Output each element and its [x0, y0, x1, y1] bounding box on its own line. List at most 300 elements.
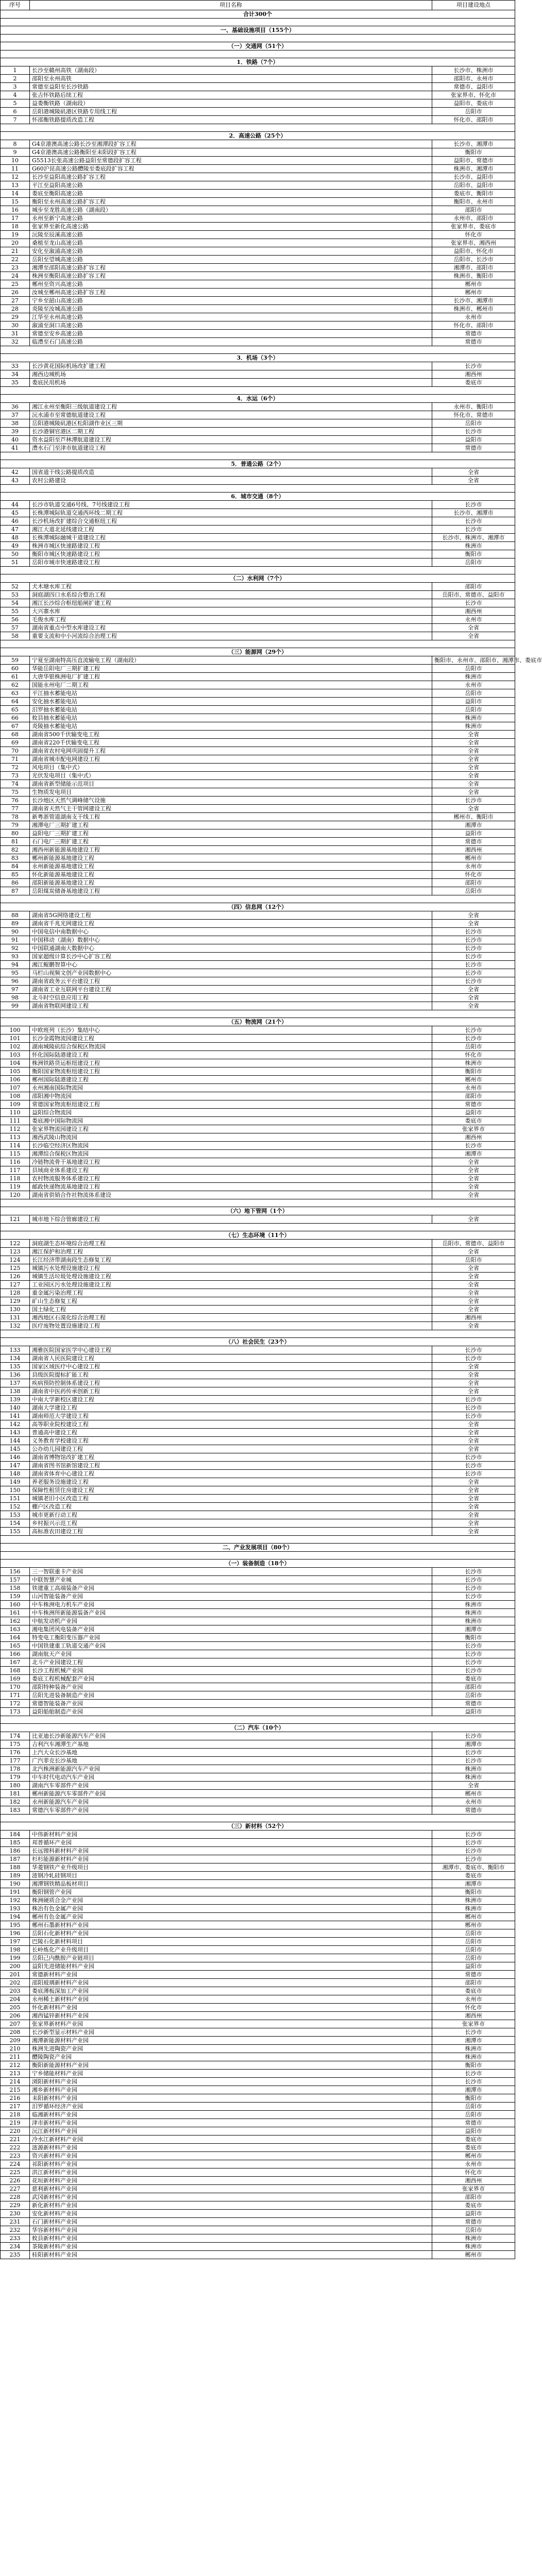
row-number: 41 [1, 444, 30, 452]
project-location: 郴州市 [432, 280, 515, 289]
row-number: 48 [1, 534, 30, 542]
project-location: 衡阳市、永州市 [432, 198, 515, 206]
project-location: 长沙市 [432, 1354, 515, 1363]
table-row [1, 2226, 515, 2234]
table-row [1, 1495, 515, 1503]
row-number: 85 [1, 871, 30, 879]
project-name: 疾病预防控制体系建设工程 [30, 1379, 432, 1387]
project-name: 湘雅医院国家医学中心建设工程 [30, 1346, 432, 1354]
table-row [1, 1150, 515, 1158]
project-name: 炎陵至汝城高速公路 [30, 305, 432, 313]
spacer-row [1, 1552, 515, 1560]
project-location: 岳阳市 [432, 706, 515, 714]
project-name: 长沙地区天然气调峰储气设施 [30, 796, 432, 805]
row-number: 113 [1, 1133, 30, 1142]
project-name: 农村物流服务体系建设工程 [30, 1175, 432, 1183]
row-number: 164 [1, 1634, 30, 1642]
table-row [1, 1855, 515, 1863]
spacer-cell [1, 124, 515, 132]
project-location: 长沙市 [432, 1855, 515, 1863]
project-location: 全省 [432, 994, 515, 1002]
spacer-cell [1, 1224, 515, 1231]
row-number: 232 [1, 2226, 30, 2234]
project-name: 长沙工程机械产业园 [30, 1667, 432, 1675]
subcategory-title: （四）信息网（12个） [1, 903, 515, 911]
row-number: 82 [1, 846, 30, 854]
project-name: 新粤浙管道湖南支干线工程 [30, 813, 432, 821]
project-location: 常德市 [432, 1971, 515, 1979]
table-row [1, 1806, 515, 1815]
project-name: 怀化国际陆港建设工程 [30, 1051, 432, 1059]
row-number: 87 [1, 887, 30, 895]
project-location: 岳阳市、益阳市 [432, 181, 515, 190]
row-number: 66 [1, 714, 30, 722]
table-row [1, 411, 515, 419]
row-number: 172 [1, 1700, 30, 1708]
table-row [1, 1043, 515, 1051]
project-location: 邵阳市 [432, 583, 515, 591]
project-location: 长沙市 [432, 1847, 515, 1855]
category-row [1, 1544, 515, 1552]
project-name: 临湘新材料产业园 [30, 2111, 432, 2119]
project-name: 衡阳新能源材料产业园 [30, 2061, 432, 2070]
row-number: 195 [1, 1921, 30, 1929]
table-row [1, 1067, 515, 1076]
spacer-row [1, 640, 515, 648]
table-row [1, 1002, 515, 1010]
project-location: 张家界市、怀化市 [432, 91, 515, 99]
project-location: 株洲市 [432, 714, 515, 722]
row-number: 142 [1, 1420, 30, 1429]
project-name: 城镇老旧小区改造工程 [30, 1495, 432, 1503]
row-number: 96 [1, 977, 30, 986]
project-location: 益阳市 [432, 1962, 515, 1971]
project-location: 湘西州 [432, 2012, 515, 2020]
project-location: 湘潭市 [432, 1625, 515, 1634]
table-row [1, 1183, 515, 1191]
table-row [1, 2243, 515, 2251]
table-row [1, 698, 515, 706]
row-number: 100 [1, 1026, 30, 1035]
row-number: 145 [1, 1445, 30, 1453]
subcategory-title: （五）物流网（21个） [1, 1018, 515, 1026]
project-name: 毛俊水库工程 [30, 616, 432, 624]
row-number: 230 [1, 2210, 30, 2218]
table-row [1, 1248, 515, 1256]
project-name: 湘西锰锌新材料产业园 [30, 2012, 432, 2020]
table-row [1, 1847, 515, 1855]
project-name: 湖南省220千伏输变电工程 [30, 739, 432, 747]
row-number: 207 [1, 2020, 30, 2028]
table-row [1, 2020, 515, 2028]
table-row [1, 468, 515, 477]
project-location: 益阳市 [432, 2210, 515, 2218]
project-name: 湘电集团风电装备产业园 [30, 1625, 432, 1634]
project-name: 湖南省博物馆改扩建工程 [30, 1453, 432, 1462]
project-name: 安化抽水蓄能电站 [30, 698, 432, 706]
project-name: 汨罗抽水蓄能电站 [30, 706, 432, 714]
project-location: 全省 [432, 1273, 515, 1281]
project-name: 比亚迪长沙新能源汽车产业园 [30, 1732, 432, 1740]
project-name: 石门电厂三期扩建工程 [30, 838, 432, 846]
project-name: 光伏发电项目（集中式） [30, 772, 432, 780]
row-number: 158 [1, 1584, 30, 1592]
project-name: 棚户区改造工程 [30, 1503, 432, 1511]
table-row [1, 1289, 515, 1297]
project-name: 山河智能装备产业园 [30, 1592, 432, 1601]
row-number: 154 [1, 1519, 30, 1528]
project-location: 长沙市 [432, 599, 515, 607]
project-name: 湘江鲲鹏智算中心 [30, 961, 432, 969]
project-name: 郴州石墨新材料产业园 [30, 1921, 432, 1929]
spacer-row [1, 346, 515, 354]
table-row [1, 632, 515, 640]
project-location: 益阳市、怀化市 [432, 247, 515, 256]
row-number: 112 [1, 1125, 30, 1133]
table-row [1, 607, 515, 616]
table-row [1, 198, 515, 206]
project-location: 全省 [432, 788, 515, 796]
project-location: 全省 [432, 739, 515, 747]
project-location: 益阳市 [432, 1109, 515, 1117]
row-number: 132 [1, 1322, 30, 1330]
row-number: 40 [1, 436, 30, 444]
row-number: 159 [1, 1592, 30, 1601]
row-number: 114 [1, 1142, 30, 1150]
row-number: 224 [1, 2160, 30, 2168]
project-location: 全省 [432, 780, 515, 788]
row-number: 235 [1, 2251, 30, 2259]
project-location: 永州市 [432, 313, 515, 321]
row-number: 211 [1, 2053, 30, 2061]
row-number: 197 [1, 1938, 30, 1946]
project-location: 张家界市 [432, 2185, 515, 2193]
project-location: 长沙市 [432, 1642, 515, 1650]
project-location: 长沙市 [432, 1839, 515, 1847]
row-number: 155 [1, 1528, 30, 1536]
subcategory-title: 3．机场（3个） [1, 354, 515, 362]
project-location: 长沙市 [432, 1584, 515, 1592]
table-row [1, 526, 515, 534]
project-name: 重金属污染治理工程 [30, 1289, 432, 1297]
table-row [1, 920, 515, 928]
row-number: 215 [1, 2086, 30, 2094]
row-number: 141 [1, 1412, 30, 1420]
project-location: 郴州市 [432, 1913, 515, 1921]
subcategory-row [1, 132, 515, 140]
row-number: 136 [1, 1371, 30, 1379]
project-location: 长沙市 [432, 1346, 515, 1354]
table-row [1, 1831, 515, 1839]
table-row [1, 2210, 515, 2218]
project-location: 常德市 [432, 838, 515, 846]
table-row [1, 1658, 515, 1667]
table-row [1, 1322, 515, 1330]
project-location: 娄底市 [432, 2201, 515, 2210]
table-row [1, 1420, 515, 1429]
row-number: 214 [1, 2078, 30, 2086]
table-row [1, 2061, 515, 2070]
project-location: 衡阳市 [432, 1888, 515, 1896]
subcategory-title: （六）地下管网（1个） [1, 1207, 515, 1215]
row-number: 38 [1, 419, 30, 428]
project-location: 全省 [432, 1528, 515, 1536]
project-location: 娄底市 [432, 2136, 515, 2144]
subcategory-row [1, 1207, 515, 1215]
project-location: 娄底市、衡阳市 [432, 190, 515, 198]
row-number: 179 [1, 1773, 30, 1782]
subcategory-title: （七）生态环境（11个） [1, 1231, 515, 1240]
project-location: 长沙市 [432, 362, 515, 370]
row-number: 70 [1, 747, 30, 755]
project-location: 常德市、益阳市 [432, 83, 515, 91]
spacer-row [1, 567, 515, 574]
project-location: 娄底市 [432, 1117, 515, 1125]
spacer-row [1, 485, 515, 493]
spacer-row [1, 895, 515, 903]
row-number: 29 [1, 313, 30, 321]
project-location: 岳阳市、常德市、益阳市 [432, 1240, 515, 1248]
project-location: 长沙市 [432, 953, 515, 961]
project-name: 湖南省体育中心建设工程 [30, 1470, 432, 1478]
project-name: 湖南航天产业园 [30, 1650, 432, 1658]
row-number: 220 [1, 2127, 30, 2136]
table-row [1, 780, 515, 788]
row-number: 93 [1, 953, 30, 961]
project-name: 大唐华银株洲电厂扩建工程 [30, 673, 432, 681]
project-location: 全省 [432, 1445, 515, 1453]
project-name: 风电项目（集中式） [30, 764, 432, 772]
project-location: 湘潭市 [432, 2037, 515, 2045]
project-location: 郴州市 [432, 1076, 515, 1084]
table-row [1, 2136, 515, 2144]
project-location: 株洲市 [432, 2045, 515, 2053]
project-name: 衡阳至永州高速公路扩容工程 [30, 198, 432, 206]
table-row [1, 673, 515, 681]
table-row [1, 936, 515, 944]
project-name: 湘潭钢铁精品板材项目 [30, 1880, 432, 1888]
table-row [1, 1256, 515, 1264]
project-name: 益娄衡铁路（湖南段） [30, 99, 432, 108]
project-name: 娄底湘中国际物流园 [30, 1117, 432, 1125]
project-location: 长沙市 [432, 936, 515, 944]
project-location: 邵阳市 [432, 1979, 515, 1987]
project-name: 娄底薄板深加工产业园 [30, 1987, 432, 1995]
project-name: 中车株洲所新能源装备产业园 [30, 1609, 432, 1617]
project-name: 张家界新材料产业园 [30, 2020, 432, 2028]
table-row [1, 714, 515, 722]
table-row [1, 1979, 515, 1987]
project-name: 宁夏至湖南特高压直流输电工程（湖南段） [30, 656, 432, 665]
table-row [1, 1445, 515, 1453]
row-number: 234 [1, 2243, 30, 2251]
row-number: 1 [1, 66, 30, 75]
row-number: 127 [1, 1281, 30, 1289]
project-location: 常德市 [432, 2119, 515, 2127]
project-location: 长沙市 [432, 1462, 515, 1470]
table-row [1, 1773, 515, 1782]
table-row [1, 887, 515, 895]
project-location: 全省 [432, 1306, 515, 1314]
project-name: 永州稀土新材料产业园 [30, 1995, 432, 2004]
project-name: 广汽菲克长沙基地 [30, 1757, 432, 1765]
table-row [1, 624, 515, 632]
row-number: 72 [1, 764, 30, 772]
row-number: 88 [1, 911, 30, 920]
row-number: 102 [1, 1043, 30, 1051]
table-row [1, 1740, 515, 1749]
table-row [1, 231, 515, 239]
project-name: 保障性租赁住房建设工程 [30, 1486, 432, 1495]
project-name: 衡阳钢管产业园 [30, 1888, 432, 1896]
table-row [1, 1379, 515, 1387]
project-location: 全省 [432, 1486, 515, 1495]
project-location: 娄底市 [432, 2144, 515, 2152]
row-number: 89 [1, 920, 30, 928]
project-name: 湘潭至邵阳高速公路扩容工程 [30, 264, 432, 272]
project-name: 长株潭城际轨道交通西环线二期工程 [30, 509, 432, 517]
row-number: 39 [1, 428, 30, 436]
table-row [1, 862, 515, 871]
project-name: 娄底民用机场 [30, 379, 432, 387]
row-number: 49 [1, 542, 30, 550]
subcategory-title: 6．城市交通（8个） [1, 493, 515, 501]
subcategory-row [1, 1724, 515, 1732]
project-name: 湖南省千兆光网建设工程 [30, 920, 432, 928]
row-number: 156 [1, 1568, 30, 1576]
project-location: 岳阳市、常德市、益阳市 [432, 591, 515, 599]
project-location: 长沙市、株洲市 [432, 66, 515, 75]
project-location: 岳阳市 [432, 1938, 515, 1946]
project-name: 长沙市轨道交通6号线、7号线建设工程 [30, 501, 432, 509]
project-location: 娄底市 [432, 1987, 515, 1995]
project-name: 衡阳国家物流枢纽建设工程 [30, 1067, 432, 1076]
row-number: 31 [1, 330, 30, 338]
project-name: 中欧班列（长沙）集结中心 [30, 1026, 432, 1035]
table-row [1, 1100, 515, 1109]
project-location: 益阳市 [432, 436, 515, 444]
project-location: 岳阳市 [432, 2111, 515, 2119]
table-row [1, 2028, 515, 2037]
table-row [1, 1757, 515, 1765]
row-number: 14 [1, 190, 30, 198]
project-location: 岳阳市 [432, 2103, 515, 2111]
project-location: 怀化市 [432, 871, 515, 879]
table-row [1, 1971, 515, 1979]
project-name: 宁乡储能材料产业园 [30, 2070, 432, 2078]
row-number: 3 [1, 83, 30, 91]
subcategory-row [1, 903, 515, 911]
table-row [1, 173, 515, 181]
row-number: 109 [1, 1100, 30, 1109]
row-number: 67 [1, 722, 30, 731]
project-location: 全省 [432, 1478, 515, 1486]
table-row [1, 148, 515, 157]
row-number: 20 [1, 239, 30, 247]
project-location: 全省 [432, 1503, 515, 1511]
project-location: 长沙市 [432, 1667, 515, 1675]
project-location: 全省 [432, 1175, 515, 1183]
table-row [1, 223, 515, 231]
project-name: 武冈新材料产业园 [30, 2193, 432, 2201]
table-row [1, 1601, 515, 1609]
project-name: 长沙至益阳高速公路扩容工程 [30, 173, 432, 181]
project-location: 永州市、邵阳市 [432, 214, 515, 223]
row-number: 176 [1, 1749, 30, 1757]
project-location: 湘潭市 [432, 821, 515, 829]
project-location: 长沙市 [432, 1026, 515, 1035]
project-location: 湘西州 [432, 607, 515, 616]
project-name: 郴州新能源基地建设工程 [30, 854, 432, 862]
row-number: 202 [1, 1979, 30, 1987]
table-row [1, 1478, 515, 1486]
table-row [1, 747, 515, 755]
row-number: 196 [1, 1929, 30, 1938]
project-location: 娄底市 [432, 1872, 515, 1880]
spacer-row [1, 1224, 515, 1231]
table-row [1, 1938, 515, 1946]
row-number: 117 [1, 1166, 30, 1175]
project-name: 湖南省中医药传承创新工程 [30, 1387, 432, 1396]
row-number: 128 [1, 1289, 30, 1297]
table-row [1, 1650, 515, 1658]
project-location: 衡阳市 [432, 1067, 515, 1076]
project-name: 醴陵陶瓷产业园 [30, 2053, 432, 2061]
project-location: 株洲市 [432, 2053, 515, 2061]
project-name: 娄底工程机械配套产业园 [30, 1675, 432, 1683]
project-name: 郴州新能源汽车零部件产业园 [30, 1790, 432, 1798]
project-name: 普通高中建设工程 [30, 1429, 432, 1437]
table-row [1, 272, 515, 280]
project-name: 国家区域医疗中心建设工程 [30, 1363, 432, 1371]
project-location: 郴州市 [432, 1921, 515, 1929]
row-number: 146 [1, 1453, 30, 1462]
project-name: 国土绿化工程 [30, 1306, 432, 1314]
row-number: 12 [1, 173, 30, 181]
project-name: 永州湘南国际物流园 [30, 1084, 432, 1092]
project-name: 长江经济带湖南段生态修复工程 [30, 1256, 432, 1264]
row-number: 139 [1, 1396, 30, 1404]
project-location: 岳阳市 [432, 558, 515, 567]
table-row [1, 928, 515, 936]
row-number: 138 [1, 1387, 30, 1396]
subcategory-row [1, 42, 515, 50]
project-location: 长沙市 [432, 2070, 515, 2078]
project-location: 全省 [432, 1371, 515, 1379]
project-location: 衡阳市 [432, 2094, 515, 2103]
table-row [1, 961, 515, 969]
row-number: 161 [1, 1609, 30, 1617]
project-location: 株洲市 [432, 1765, 515, 1773]
project-location: 长沙市 [432, 428, 515, 436]
project-location: 长沙市 [432, 1412, 515, 1420]
project-location: 全省 [432, 1420, 515, 1429]
project-location: 张家界市、湘西州 [432, 239, 515, 247]
project-location: 株洲市 [432, 1059, 515, 1067]
project-name: 中南大学新校区建设工程 [30, 1396, 432, 1404]
header-location: 项目建设地点 [432, 1, 515, 10]
table-row [1, 1503, 515, 1511]
table-row [1, 2103, 515, 2111]
row-number: 76 [1, 796, 30, 805]
project-name: 洞庭湖四口水系综合整治工程 [30, 591, 432, 599]
project-location: 全省 [432, 755, 515, 764]
project-name: 城市更新行动工程 [30, 1511, 432, 1519]
project-name: 湘西地区石漠化综合治理工程 [30, 1314, 432, 1322]
row-number: 33 [1, 362, 30, 370]
table-row [1, 428, 515, 436]
project-location: 湘潭市、娄底市、衡阳市 [432, 1863, 515, 1872]
